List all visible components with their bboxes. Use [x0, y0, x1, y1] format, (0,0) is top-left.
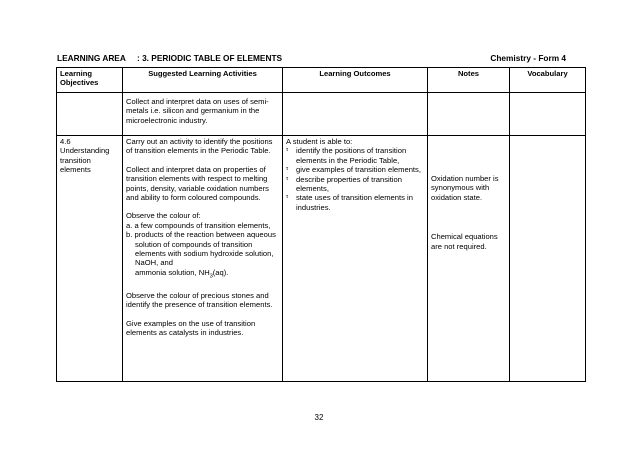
page-number: 32 — [314, 413, 324, 422]
outcome-item: τ identify the positions of transition elements in the Periodic Table, — [286, 146, 407, 165]
activity-cell — [123, 136, 283, 382]
activity-observe-item-b-end: ammonia solution, $NH_3(aq)$. — [135, 267, 229, 280]
outcome-intro: A student is able to: — [286, 137, 353, 146]
column-header-vocabulary: Vocabulary — [510, 68, 586, 93]
subject-label: Chemistry - Form 4 — [490, 53, 566, 63]
page-header — [0, 53, 638, 67]
activity-semi-metals: Collect and interpret data on uses of semi-metals i.e. silicon and germanium in the microelectronic industry. — [126, 97, 269, 125]
learning-area-title: : 3. PERIODIC TABLE OF ELEMENTS — [137, 53, 283, 63]
objective-cell — [57, 93, 123, 136]
learning-area-label: LEARNING AREA — [57, 53, 126, 63]
objective-cell — [57, 136, 123, 382]
column-header-activities: Suggested Learning Activities — [123, 68, 283, 93]
table-row — [57, 136, 586, 382]
activity-observe-item-a: a. a few compounds of transition elements, — [126, 220, 271, 230]
bullet-icon: τ — [286, 147, 289, 154]
activity-cell — [123, 93, 283, 136]
table-row — [57, 93, 586, 136]
objective-transition-elements: 4.6 Understanding transition elements — [60, 137, 110, 175]
vocabulary-cell — [510, 93, 586, 136]
outcome-item: τ state uses of transition elements in industries. — [286, 193, 413, 212]
outcome-cell — [283, 93, 428, 136]
outcome-cell — [283, 136, 428, 382]
column-header-notes: Notes — [428, 68, 510, 93]
column-header-outcomes: Learning Outcomes — [283, 68, 428, 93]
notes-cell — [428, 93, 510, 136]
activity-collect-properties: Collect and interpret data on properties of transition elements with respect to melting points, density, variable oxidation numbers and ability to form coloured compounds. — [126, 164, 269, 203]
column-header-objectives: Learning Objectives — [57, 68, 123, 93]
note-chemical-equations: Chemical equations are not required. — [431, 232, 498, 251]
bullet-icon: τ — [286, 194, 289, 201]
activity-precious-stones: Observe the colour of precious stones and identify the presence of transition elements. — [126, 290, 273, 310]
activity-identify-positions: Carry out an activity to identify the positions of transition elements in the Periodic Table. — [126, 137, 273, 156]
bullet-icon: τ — [286, 166, 289, 173]
note-oxidation-number: Oxidation number is synonymous with oxidation state. — [431, 174, 499, 202]
vocabulary-cell — [510, 136, 586, 382]
table-header-row — [57, 68, 586, 93]
activity-catalysts: Give examples on the use of transition elements as catalysts in industries. — [126, 318, 256, 338]
activity-observe-colour-intro: Observe the colour of: — [126, 211, 201, 221]
activity-observe-item-b: b. products of the reaction between aqueous solution of compounds of transition elements with sodium hydroxide solution, NaOH, and — [126, 230, 276, 268]
curriculum-table — [56, 67, 586, 382]
outcome-item: τ give examples of transition elements, — [286, 165, 421, 175]
notes-cell — [428, 136, 510, 382]
bullet-icon: τ — [286, 175, 289, 182]
outcome-item: τ describe properties of transition elements, — [286, 174, 402, 194]
